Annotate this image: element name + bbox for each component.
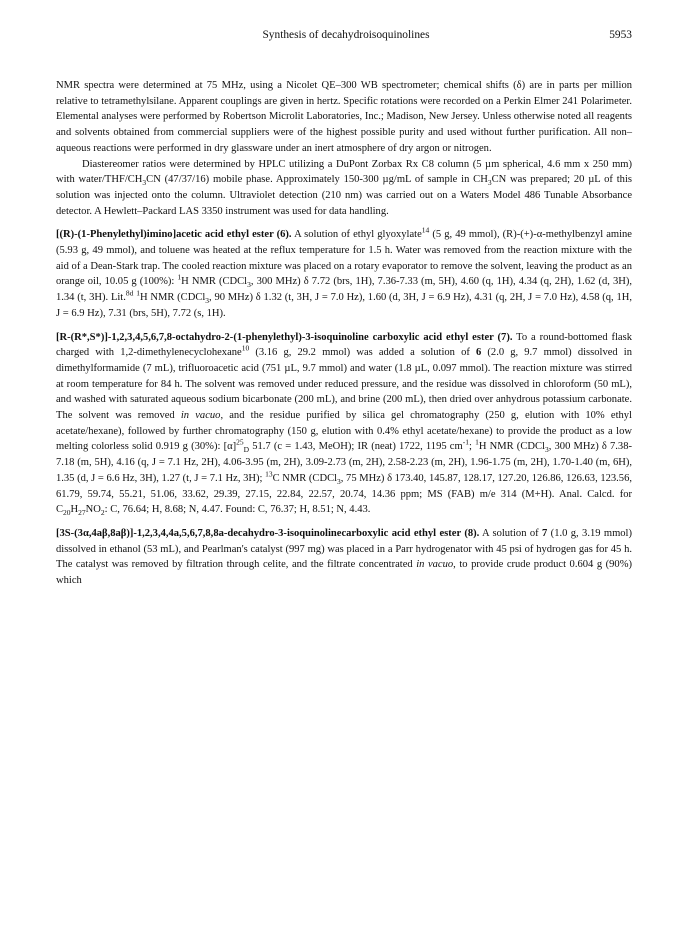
paragraph-compound-7: [R-(R*,S*)]-1,2,3,4,5,6,7,8-octahydro-2-(1-phenylethyl)-3-isoquinoline carboxylic acid ethyl ester (7). To a round-bottomed flask charged with 1,2-dimethylenecyclohexane$^{10}$ (3.16 g, 29.2 mmol) was added a solution of 6 (2.0 g, 9.7 mmol) dissolved in dimethylformamide (7 mL), trifluoroacetic acid (751 µL, 9.7 mmol) and water (1.8 µL, 0.097 mmol). The reaction mixture was stirred at room temperature for 84 h. The solvent was removed under reduced pressure, and the residue was dissolved in chloroform (50 mL), and washed with saturated aqueous sodium bicarbonate (200 mL), and brine (200 mL), then dried over anhydrous potassium carbonate. The solvent was removed in vacuo, and the residue purified by silica gel chromatography (250 g, elution with 10% ethyl acetate/hexane), followed by further chromatography (150 g, elution with 0.4% ethyl acetate/hexane) to provide the product as a low melting colorless solid 0.919 g (30%): $[\alpha]^{25}_D$ 51.7 (c = 1.43, MeOH); IR (neat) 1722, 1195 $cm^{-1}$; $^1$H NMR (CDCl$_3$, 300 MHz) δ 7.38-7.18 (m, 5H), 4.16 (q, J = 7.1 Hz, 2H), 4.06-3.95 (m, 2H), 3.09-2.73 (m, 2H), 2.58-2.23 (m, 2H), 1.96-1.75 (m, 2H), 1.70-1.40 (m, 6H), 1.35 (d, J = 6.6 Hz, 3H), 1.27 (t, J = 7.1 Hz, 3H); $^{13}$C NMR (CDCl$_3$, 75 MHz) δ 173.40, 145.87, 128.17, 127.20, 126.86, 126.63, 123.56, 61.79, 59.74, 55.21, 51.06, 33.62, 29.39, 27.15, 22.84, 22.57, 20.74, 14.36 ppm; MS (FAB) m/e 314 (M+H). Anal. Calcd. for $C_{20}H_{27}NO_2$: C, 76.64; H, 8.68; N, 4.47. Found: C, 76.37; H, 8.51; N, 4.43. (56, 331, 633, 518)
paragraph-compound-8: [3S-(3α,4aβ,8aβ)]-1,2,3,4,4a,5,6,7,8,8a-decahydro-3-isoquinolinecarboxylic acid ethyl ester (8). A solution of 7 (1.0 g, 3.19 mmol) dissolved in ethanol (53 mL), and Pearlman's catalyst (997 mg) was placed in a Parr hydrogenator with 45 psi of hydrogen gas for 45 h. The catalyst was removed by filtration through celite, and the filtrate concentrated in vacuo, to provide crude product 0.604 g (90%) which (56, 527, 632, 587)
reference-14: 14 (421, 225, 430, 235)
compound-8-title: [3S-(3α,4aβ,8aβ)]-1,2,3,4,4a,5,6,7,8,8a-decahydro-3-isoquinolinecarboxylic acid ethyl ester (8). (56, 527, 480, 539)
paragraph-hplc: Diastereomer ratios were determined by HPLC utilizing a DuPont Zorbax Rx C8 column (5 µm spherical, 4.6 mm x 250 mm) with water/$THF/CH_3CN$ (47/37/16) mobile phase. Approximately 150-300 µg/mL of sample in $CH_3CN$ was prepared; 20 µL of this solution was injected onto the column. Ultraviolet detection (210 nm) was carried out on a Waters Model 486 Tunable Absorbance detector. A Hewlett–Packard LAS 3350 instrument was used for data handling. (56, 158, 632, 217)
reference-10: 10 (241, 343, 250, 353)
running-header (0, 29, 692, 45)
paragraph-nmr-general: NMR spectra were determined at 75 MHz, using a Nicolet QE–300 WB spectrometer; chemical shifts (δ) are in parts per million relative to tetramethylsilane. Apparent couplings are given in hertz. Specific rotations were recorded on a Perkin Elmer 241 Polarimeter. Elemental analyses were performed by Robertson Microlit Laboratories, Inc.; Madison, New Jersey. Unless otherwise noted all reagents and solvents obtained from commercial suppliers were of the highest possible purity and used without further purification. All non–aqueous reactions were performed in dry glassware under an inert atmosphere of dry argon or nitrogen. (56, 80, 632, 154)
page-number: 5953 (609, 29, 632, 41)
compound-6-title: [(R)-(1-Phenylethyl)imino]acetic acid ethyl ester (6). (56, 229, 292, 241)
running-title: Synthesis of decahydroisoquinolines (262, 29, 430, 41)
compound-7-title: [R-(R*,S*)]-1,2,3,4,5,6,7,8-octahydro-2-(1-phenylethyl)-3-isoquinoline carboxylic acid ethyl ester (7). (56, 331, 513, 343)
article-body (56, 78, 632, 589)
paragraph-compound-6: [(R)-(1-Phenylethyl)imino]acetic acid ethyl ester (6). A solution of ethyl glyoxylate$^{14}$ (5 g, 49 mmol), (R)-(+)-α-methylbenzyl amine (5.93 g, 49 mmol), and toluene was heated at the reflux temperature for 1.5 h. Water was removed from the reaction mixture with the aid of a Dean-Stark trap. The cooled reaction mixture was placed on a rotary evaporator to remove the solvent, leaving the product as an orange oil, 10.05 g (100%): $^1$H NMR (CDCl$_3$, 300 MHz) δ 7.72 (brs, 1H), 7.36-7.33 (m, 5H), 4.60 (q, 1H), 4.34 (q, 2H), 1.62 (d, 3H), 1.34 (t, 3H). Lit.$^{8d}$ $^1$H NMR (CDCl$_3$, 90 MHz) δ 1.32 (t, 3H, J = 7.0 Hz), 1.60 (d, 3H, J = 6.9 Hz), 4.31 (q, 2H, J = 7.0 Hz), 4.58 (q, 1H, J = 6.9 Hz), 7.31 (brs, 5H), 7.72 (s, 1H). (56, 225, 632, 319)
reference-8d: 8d (125, 288, 134, 298)
